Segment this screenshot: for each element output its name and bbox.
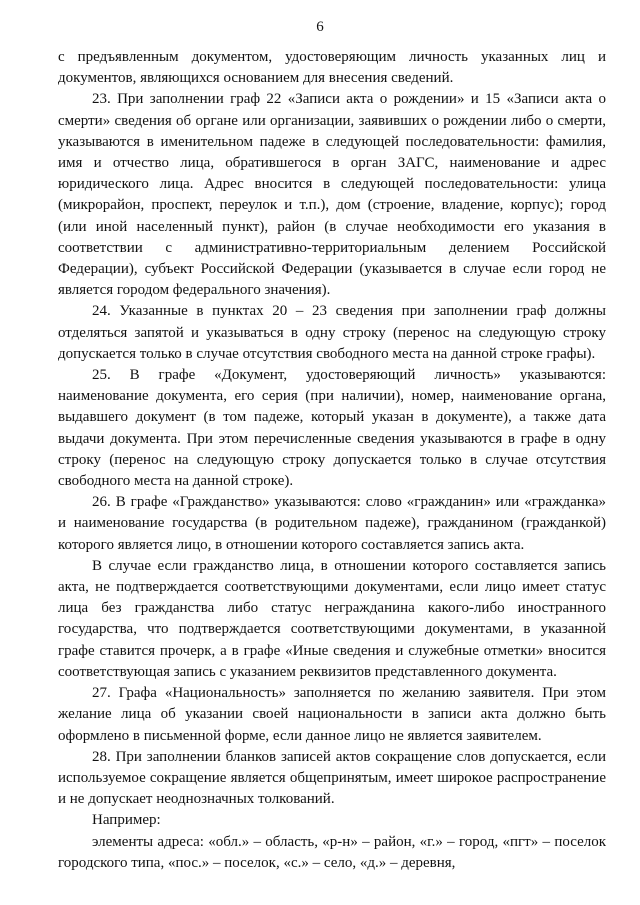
paragraph-25: 25. В графе «Документ, удостоверяющий личность» указываются: наименование документа, его серия (при наличии), номер, наименование органа, выдавшего документ (в том падеже, который указан в документе), а также дата выдачи документа. При этом перечисленные сведения указываются в графе в одну строку (перенос на следующую строку допускается только в случае отсутствия свободного места на данной строке). [58,367,606,490]
paragraph-26-citizenship-note: В случае если гражданство лица, в отношении которого составляется запись акта, не подтверждается соответствующими документами, если лицо имеет статус лица без гражданства либо статус негражданина какого-либо иностранного государства, что подтверждается соответствующими документами, в указанной графе ставится прочерк, а в графе «Иные сведения и служебные отметки» вносится соответствующая запись с указанием реквизитов представленного документа. [58,557,606,680]
paragraph-26: 26. В графе «Гражданство» указываются: слово «гражданин» или «гражданка» и наименование государства (в родительном падеже), гражданином (гражданкой) которого является лицо, в отношении которого составляется запись акта. [58,494,606,553]
paragraph-continuation: с предъявленным документом, удостоверяющим личность указанных лиц и документов, являющихся основанием для внесения сведений. [58,49,606,87]
paragraph-28: 28. При заполнении бланков записей актов сокращение слов допускается, если используемое сокращение является общепринятым, имеет широкое распространение и не допускает неоднозначных толкований. [58,748,606,808]
paragraph-23: 23. При заполнении граф 22 «Записи акта о рождении» и 15 «Записи акта о смерти» сведения об органе или организации, заявивших о рождении либо о смерти, указываются в именительном падеже в следующей последовательности: фамилия, имя и отчество лица, обратившегося в орган ЗАГС, наименование и адрес юридического лица. Адрес вносится в следующей последовательности: улица (микрорайон, проспект, переулок и т.п.), дом (строение, владение, корпус); город (или иной населенный пункт), район (в случае необходимости его указания в соответствии с административно-территориальным делением Российской Федерации), субъект Российской Федерации (указывается в случае если город не является городом федерального значения). [58,91,606,299]
address-abbreviations: элементы адреса: «обл.» – область, «р-н» – район, «г.» – город, «пгт» – поселок городского типа, «пос.» – поселок, «с.» – село, «д.» – деревня, [58,833,606,871]
page-number: 6 [316,19,324,35]
paragraph-27: 27. Графа «Национальность» заполняется по желанию заявителя. При этом желание лица об указании своей национальности в записи акта должно быть оформлено в письменной форме, если данное лицо не является заявителем. [58,685,606,744]
document-body [58,47,606,874]
paragraph-24: 24. Указанные в пунктах 20 – 23 сведения при заполнении граф должны отделяться запятой и указываться в одну строку (перенос на следующую строку допускается только в случае отсутствия свободного места на данной строке графы). [58,303,606,362]
example-heading: Например: [92,812,161,829]
